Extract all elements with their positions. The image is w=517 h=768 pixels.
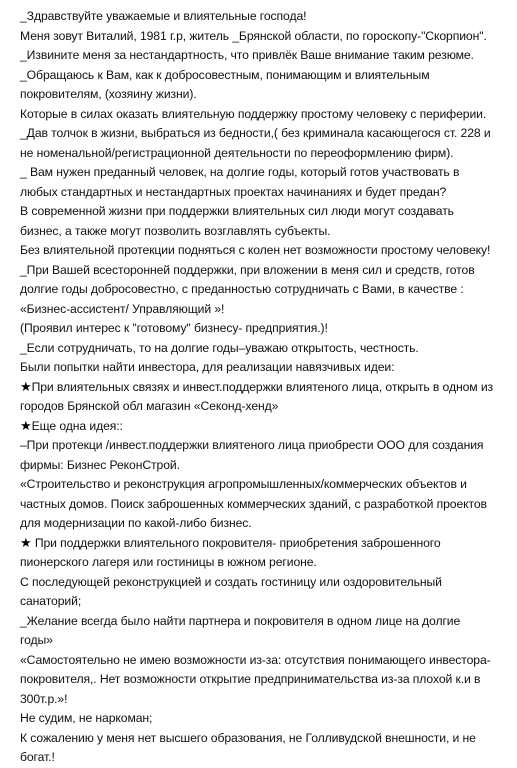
letter-body — [20, 7, 503, 768]
text-line — [20, 573, 503, 593]
line-text: При поддержки влиятельного покровителя- приобретения заброшенного — [31, 535, 441, 550]
line-text: _Извините меня за нестандартность, что привлёк Ваше внимание таким резюме. — [20, 48, 474, 62]
text-line — [20, 202, 503, 222]
text-line — [20, 378, 503, 398]
line-text: частных домов. Поиск заброшенных коммерческих зданий, с разработкой проектов — [20, 496, 487, 511]
text-line — [20, 670, 503, 690]
line-text: Без влиятельной протекции подняться с колен нет возможности простому человеку! — [20, 243, 491, 257]
text-line — [20, 339, 503, 359]
text-line — [20, 651, 503, 671]
text-line — [20, 358, 503, 378]
text-line — [20, 709, 503, 729]
text-line — [20, 105, 503, 125]
text-line — [20, 46, 503, 66]
star-bullet-icon: ★ — [20, 535, 32, 551]
line-text: _Если сотрудничать, то на долгие годы–уважаю открытость, честность. — [20, 340, 419, 355]
line-text: При влиятельных связях и инвест.поддержки влиятеного лица, открыть в одном из — [31, 379, 494, 394]
line-text: покровителям, (хозяину жизни). — [20, 87, 197, 101]
text-line — [20, 319, 503, 339]
text-line — [20, 690, 503, 710]
line-text: _ Вам нужен преданный человек, на долгие годы, который готов участвовать в — [20, 165, 460, 179]
text-line — [20, 436, 503, 456]
line-text: (Проявил интерес к "готовому" бизнесу- предприятия.)! — [20, 321, 328, 335]
line-text: Которые в силах оказать влиятельную поддержку простому человеку с периферии. — [20, 106, 487, 121]
line-text: санаторий; — [20, 594, 82, 608]
text-line — [20, 729, 503, 749]
line-text: 300т.р.»! — [20, 691, 68, 706]
text-line — [20, 144, 503, 164]
line-text: Не судим, не наркоман; — [20, 711, 153, 725]
line-text: покровителя,. Нет возможности открытие предпринимательства из-за плохой к.и в — [20, 672, 481, 686]
text-line — [20, 456, 503, 476]
text-line — [20, 612, 503, 632]
line-text: –При протекци /инвест.поддержки влиятеного лица приобрести ООО для создания — [20, 438, 484, 452]
line-text: _Дав толчок в жизни, выбраться из бедности,( без криминала касающегося ст. 228 и — [20, 126, 491, 140]
line-text: К сожалению у меня нет высшего образования, не Голливудской внешности, и не — [20, 730, 476, 745]
text-line — [20, 183, 503, 203]
line-text: не номенальной/регистрационной деятельности по переоформлению фирм). — [20, 145, 454, 160]
line-text: «Самостоятельно не имею возможности из-за: отсутствия понимающего инвестора- — [20, 652, 491, 667]
text-line — [20, 300, 503, 320]
star-bullet-icon: ★ — [20, 379, 32, 395]
line-text: Меня зовут Виталий, 1981 г.р, житель _Брянской области, по гороскопу-"Скорпион". — [20, 28, 487, 43]
text-line — [20, 397, 503, 417]
line-text: «Строительство и реконструкция агропромышленных/коммерческих объектов и — [20, 477, 467, 491]
text-line — [20, 417, 503, 437]
line-text: В современной жизни при поддержки влиятельных сил люди могут создавать — [20, 204, 454, 218]
line-text: любых стандартных и нестандартных проектах начинаниях и будет предан? — [20, 184, 447, 199]
text-line — [20, 631, 503, 651]
line-text: Были попытки найти инвестора, для реализации навязчивых идеи: — [20, 360, 395, 374]
text-line — [20, 534, 503, 554]
line-text: _Обращаюсь к Вам, как к добросовестным, понимающим и влиятельным — [20, 67, 430, 82]
text-line — [20, 241, 503, 261]
line-text: _При Вашей всесторонней поддержки, при вложении в меня сил и средств, готов — [20, 262, 475, 277]
text-line — [20, 163, 503, 183]
line-text: _Желание всегда было найти партнера и покровителя в одном лице на долгие — [20, 613, 461, 628]
text-line — [20, 280, 503, 300]
text-line — [20, 514, 503, 534]
line-text: бизнес, а также могут позволить возглавлять субъекты. — [20, 223, 331, 238]
star-bullet-icon: ★ — [20, 418, 32, 434]
text-line — [20, 261, 503, 281]
line-text: _Здравствуйте уважаемые и влиятельные господа! — [20, 9, 307, 23]
line-text: для модернизации по какой-либо бизнес. — [20, 516, 252, 530]
line-text: фирмы: Бизнес РеконСтрой. — [20, 457, 180, 472]
text-line — [20, 475, 503, 495]
line-text: долгие годы добросовестно, с преданностью сотрудничать с Вами, в качестве : — [20, 282, 464, 296]
line-text: пионерского лагеря или гостиницы в южном регионе. — [20, 555, 317, 569]
text-line — [20, 495, 503, 515]
line-text: «Бизнес-ассистент/ Управляющий »! — [20, 301, 225, 316]
line-text: Еще одна идея:: — [31, 418, 123, 433]
text-line — [20, 124, 503, 144]
text-line — [20, 7, 503, 27]
text-line — [20, 592, 503, 612]
line-text: годы» — [20, 633, 53, 647]
line-text: городов Брянской обл магазин «Секонд-хенд» — [20, 399, 279, 413]
text-line — [20, 27, 503, 47]
text-line — [20, 66, 503, 86]
text-line — [20, 553, 503, 573]
text-line — [20, 748, 503, 768]
text-line — [20, 85, 503, 105]
line-text: С последующей реконструкцией и создать гостиницу или оздоровительный — [20, 574, 442, 589]
text-line — [20, 222, 503, 242]
line-text: богат.! — [20, 750, 55, 764]
